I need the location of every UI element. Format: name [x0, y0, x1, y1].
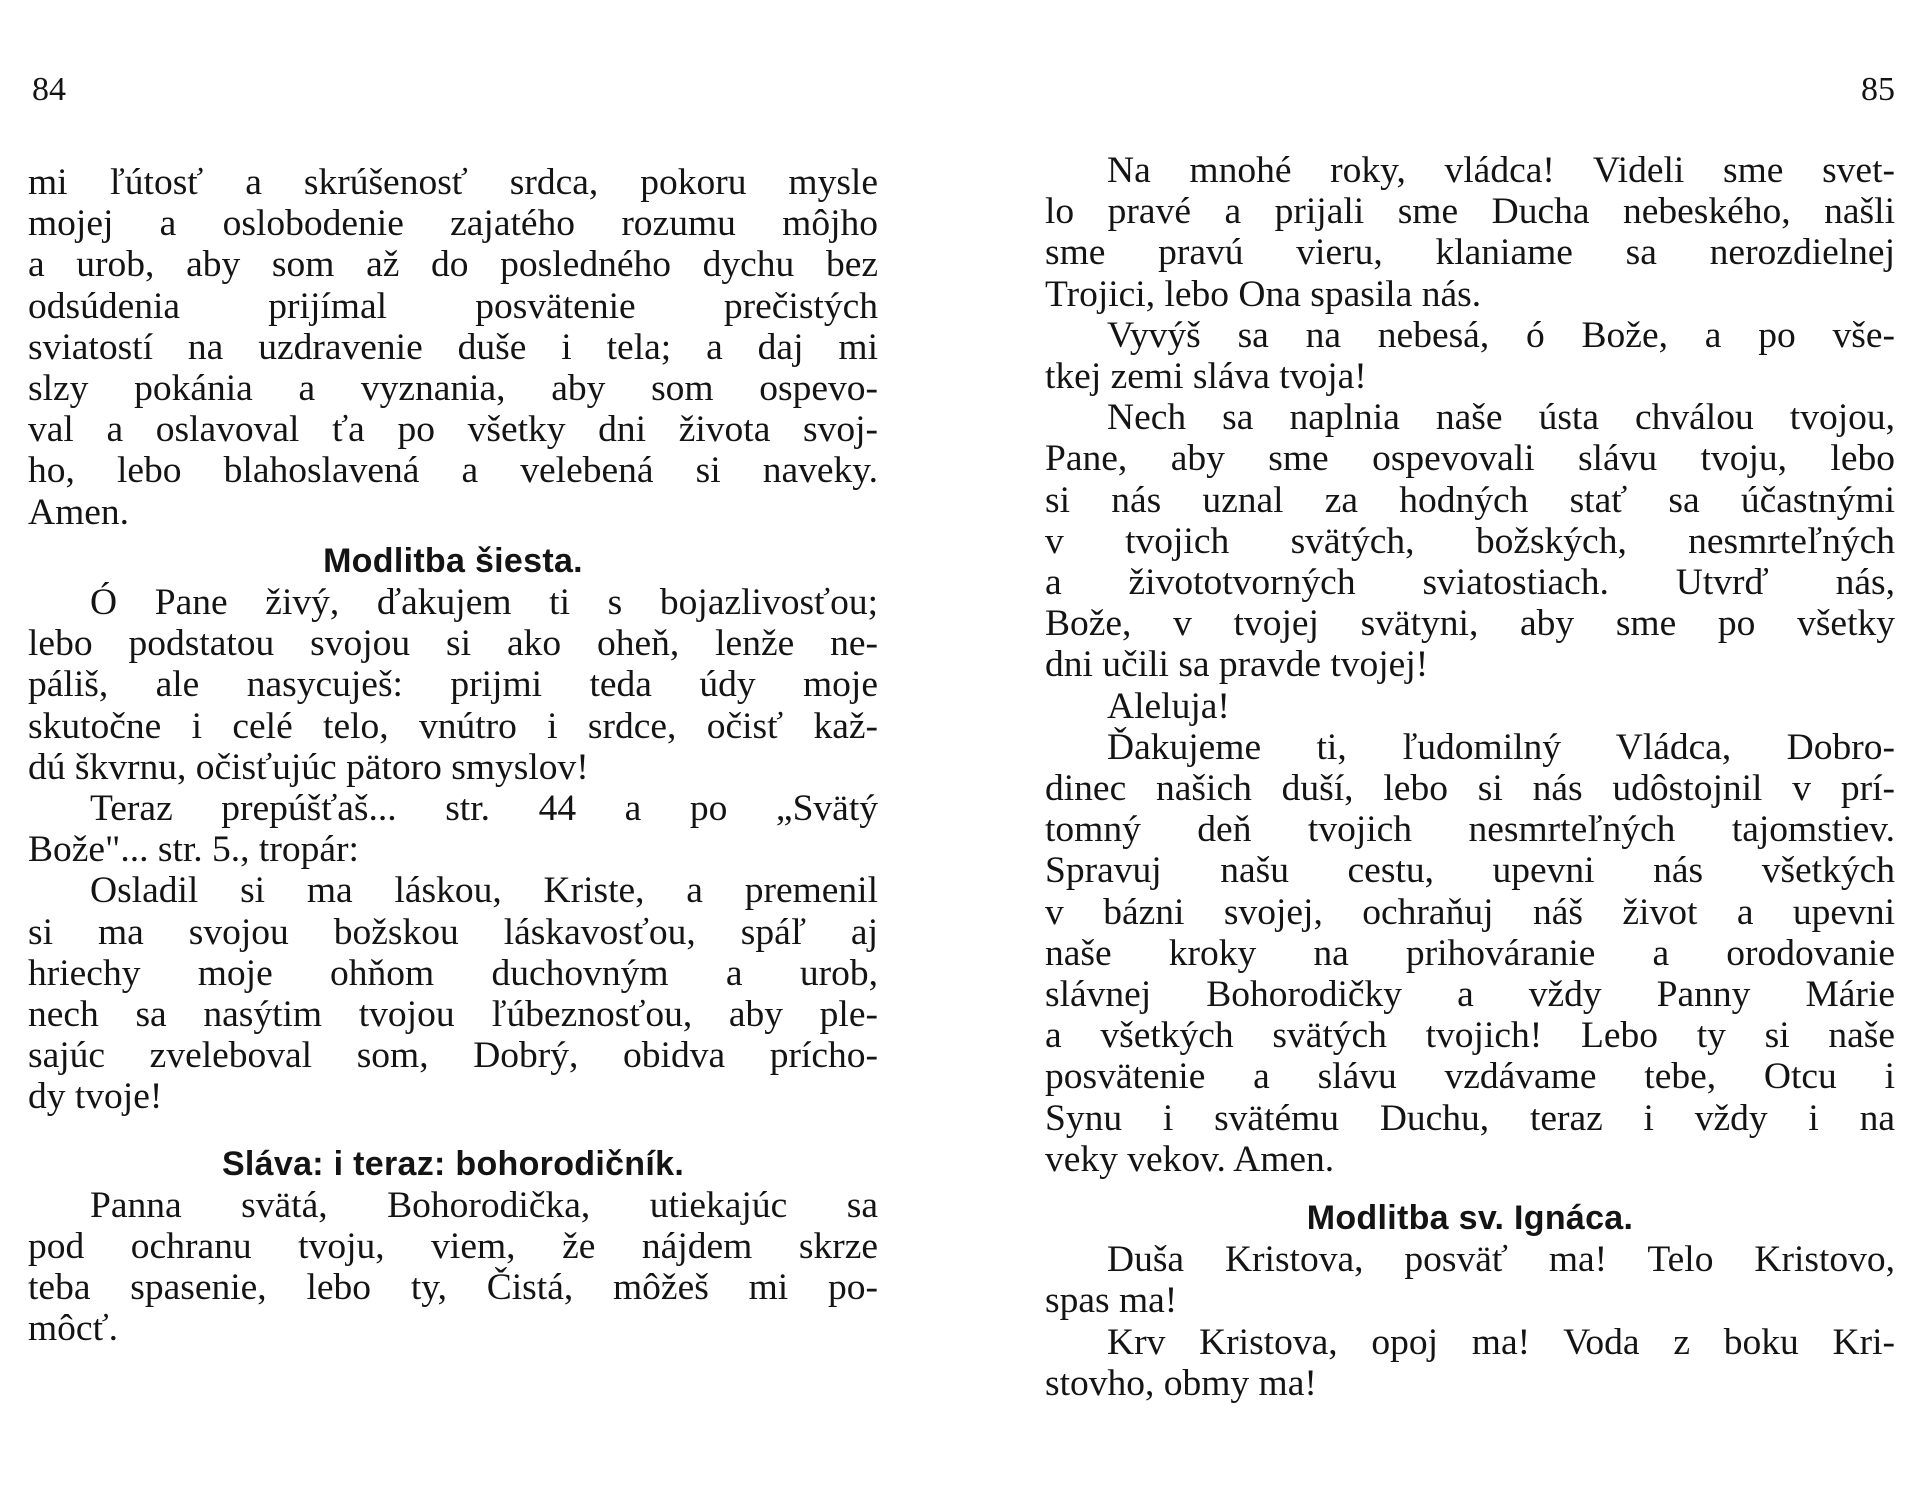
text-line: nech sa nasýtim tvojou ľúbeznosťou, aby ple-	[28, 994, 878, 1036]
text-line: v tvojich svätých, božských, nesmrteľných	[1045, 520, 1895, 562]
text-line: dinec našich duší, lebo si nás udôstojnil v prí-	[1045, 768, 1895, 810]
text-line: skutočne i celé telo, vnútro i srdce, očisť kaž-	[28, 705, 878, 747]
text-line: naše kroky na prihováranie a orodovanie	[1045, 932, 1895, 974]
text-line: Teraz prepúšťaš... str. 44 a po „Svätý	[90, 788, 878, 830]
text-line: odsúdenia prijímal posvätenie prečistých	[28, 285, 878, 327]
text-line: Ďakujeme ti, ľudomilný Vládca, Dobro-	[1107, 726, 1895, 768]
text-line: a všetkých svätých tvojich! Lebo ty si naše	[1045, 1015, 1895, 1057]
text-line: Trojici, lebo Ona spasila nás.	[1045, 273, 1482, 315]
text-line: dy tvoje!	[28, 1076, 163, 1118]
text-line: páliš, ale nasycuješ: prijmi teda údy moje	[28, 664, 878, 706]
section-heading-slava-bohorodicnik: Sláva: i teraz: bohorodičník.	[221, 1144, 685, 1183]
text-line: a živototvorných sviatostiach. Utvrď nás,	[1045, 562, 1895, 604]
text-line: Krv Kristova, opoj ma! Voda z boku Kri-	[1107, 1321, 1895, 1363]
text-line: tomný deň tvojich nesmrteľných tajomstiev.	[1045, 809, 1895, 851]
text-line: lebo podstatou svojou si ako oheň, lenže ne-	[28, 623, 878, 665]
right-page-text	[1045, 150, 1895, 1404]
text-line: teba spasenie, lebo ty, Čistá, môžeš mi po-	[28, 1267, 878, 1309]
text-line: posvätenie a slávu vzdávame tebe, Otcu i	[1045, 1056, 1895, 1098]
text-line: Amen.	[28, 491, 130, 533]
text-line: Na mnohé roky, vládca! Videli sme svet-	[1107, 150, 1895, 191]
text-line: stovho, obmy ma!	[1045, 1362, 1317, 1404]
text-line: sviatostí na uzdravenie duše i tela; a daj mi	[28, 326, 878, 368]
text-line: lo pravé a prijali sme Ducha nebeského, našli	[1045, 191, 1895, 233]
page-number-left: 84	[32, 71, 66, 108]
text-line: sajúc zveleboval som, Dobrý, obidva prícho-	[28, 1035, 878, 1077]
left-page	[28, 0, 878, 1500]
text-line: dú škvrnu, očisťujúc pätoro smyslov!	[28, 746, 589, 788]
text-line: Bože, v tvojej svätyni, aby sme po všetky	[1045, 603, 1895, 645]
text-line: mojej a oslobodenie zajatého rozumu môjho	[28, 203, 878, 245]
text-line: mi ľútosť a skrúšenosť srdca, pokoru mysle	[28, 162, 878, 203]
section-heading-modlitba-sv-ignaca: Modlitba sv. Ignáca.	[1306, 1199, 1634, 1238]
text-line: a urob, aby som až do posledného dychu bez	[28, 244, 878, 286]
text-line: Osladil si ma láskou, Kriste, a premenil	[90, 870, 878, 912]
text-line: slávnej Bohorodičky a vždy Panny Márie	[1045, 974, 1895, 1016]
text-line: Panna svätá, Bohorodička, utiekajúc sa	[90, 1184, 878, 1226]
text-line: slzy pokánia a vyznania, aby som ospevo-	[28, 368, 878, 410]
text-line: Pane, aby sme ospevovali slávu tvoju, lebo	[1045, 438, 1895, 480]
text-line: spas ma!	[1045, 1280, 1178, 1322]
text-line: Aleluja!	[1107, 685, 1230, 727]
right-page	[1045, 0, 1895, 1500]
text-line: sme pravú vieru, klaniame sa nerozdielnej	[1045, 232, 1895, 274]
left-page-text	[28, 162, 878, 1350]
text-line: tkej zemi sláva tvoja!	[1045, 356, 1367, 398]
text-line: ho, lebo blahoslavená a velebená si naveky.	[28, 450, 878, 492]
text-line: si nás uznal za hodných stať sa účastnými	[1045, 479, 1895, 521]
text-line: Spravuj našu cestu, upevni nás všetkých	[1045, 850, 1895, 892]
text-line: pod ochranu tvoju, viem, že nájdem skrze	[28, 1226, 878, 1268]
text-line: Duša Kristova, posväť ma! Telo Kristovo,	[1107, 1239, 1895, 1281]
text-line: Synu i svätému Duchu, teraz i vždy i na	[1045, 1097, 1895, 1139]
text-line: Vyvýš sa na nebesá, ó Bože, a po vše-	[1107, 314, 1895, 356]
page-number-right: 85	[1861, 71, 1895, 108]
text-line: si ma svojou božskou láskavosťou, spáľ aj	[28, 911, 878, 953]
text-line: hriechy moje ohňom duchovným a urob,	[28, 952, 878, 994]
section-heading-modlitba-siesta: Modlitba šiesta.	[323, 541, 583, 580]
text-line: dni učili sa pravde tvojej!	[1045, 644, 1429, 686]
text-line: Bože"... str. 5., tropár:	[28, 829, 359, 871]
text-line: Nech sa naplnia naše ústa chválou tvojou,	[1107, 397, 1895, 439]
text-line: môcť.	[28, 1308, 118, 1350]
text-line: v bázni svojej, ochraňuj náš život a upevni	[1045, 891, 1895, 933]
text-line: veky vekov. Amen.	[1045, 1138, 1335, 1180]
text-line: Ó Pane živý, ďakujem ti s bojazlivosťou;	[90, 582, 878, 624]
text-line: val a oslavoval ťa po všetky dni života svoj-	[28, 409, 878, 451]
